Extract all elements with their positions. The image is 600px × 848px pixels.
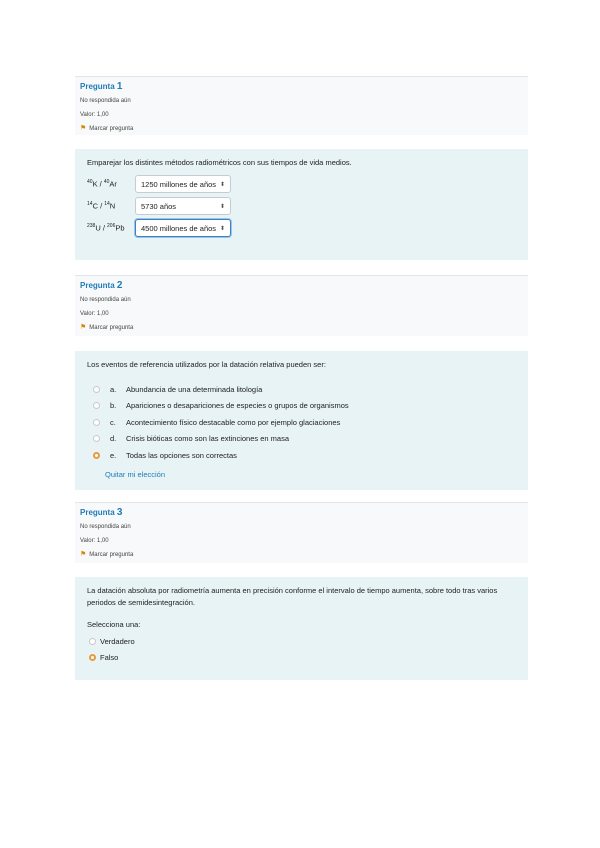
flag-icon: ⚑	[80, 324, 87, 331]
clear-choice-link[interactable]: Quitar mi elección	[105, 469, 166, 479]
answer-option-c[interactable]: c. Acontecimiento físico destacable como por ejemplo glaciaciones	[87, 414, 516, 431]
flag-question-link[interactable]: ⚑ Marcar pregunta	[80, 551, 134, 558]
question-score: Valor: 1,00	[80, 311, 109, 317]
question-text: Los eventos de referencia utilizados por la datación relativa pueden ser:	[87, 360, 326, 369]
answer-option-b[interactable]: b. Apariciones o desapariciones de especies o grupos de organismos	[87, 398, 516, 415]
radio-button-selected[interactable]	[93, 452, 100, 459]
radio-button[interactable]	[93, 402, 100, 409]
answer-option-a[interactable]: a. Abundancia de una determinada litología	[87, 381, 516, 398]
question-status: No respondida aún	[80, 524, 131, 530]
radio-button-selected[interactable]	[89, 654, 96, 661]
match-select[interactable]: 4500 millones de años ⬍	[135, 219, 231, 237]
question-score: Valor: 1,00	[80, 112, 109, 118]
match-label: $^{14}$C / $^{14}$N	[87, 201, 116, 211]
question-text: La datación absoluta por radiometría aumenta en precisión conforme el intervalo de tiempo aumenta, sobre todo tras varios periodos de semidesintegración.	[87, 586, 498, 607]
radio-button[interactable]	[89, 638, 96, 645]
answer-option-e[interactable]: e. Todas las opciones son correctas	[87, 447, 516, 464]
question-1-content	[75, 149, 528, 260]
match-row	[87, 219, 516, 237]
match-label: $^{238}$U / $^{206}$Pb	[87, 223, 125, 233]
flag-icon: ⚑	[80, 125, 87, 132]
match-label: $^{40}$K / $^{40}$Ar	[87, 179, 117, 189]
match-select[interactable]: 5730 años ⬍	[135, 197, 231, 215]
select-one-prompt: Selecciona una:	[87, 620, 141, 629]
question-status: No respondida aún	[80, 98, 131, 104]
select-arrows-icon: ⬍	[219, 181, 225, 188]
match-select[interactable]: 1250 millones de años ⬍	[135, 175, 231, 193]
question-status: No respondida aún	[80, 297, 131, 303]
select-arrows-icon: ⬍	[219, 203, 225, 210]
question-3-content	[75, 577, 528, 680]
flag-question-link[interactable]: ⚑ Marcar pregunta	[80, 125, 134, 132]
question-3-info	[75, 502, 528, 563]
question-score: Valor: 1,00	[80, 538, 109, 544]
question-text: Emparejar los distintes métodos radiométricos con sus tiempos de vida medios.	[87, 158, 352, 167]
radio-button[interactable]	[93, 435, 100, 442]
flag-question-link[interactable]: ⚑ Marcar pregunta	[80, 324, 134, 331]
match-row	[87, 197, 516, 215]
question-2-info	[75, 275, 528, 336]
question-number: Pregunta 2	[80, 280, 123, 291]
answer-option-d[interactable]: d. Crisis bióticas como son las extinciones en masa	[87, 431, 516, 448]
answer-option-true[interactable]: Verdadero	[87, 633, 516, 649]
question-number: Pregunta 3	[80, 507, 123, 518]
match-row	[87, 175, 516, 193]
radio-button[interactable]	[93, 419, 100, 426]
question-2-content	[75, 351, 528, 490]
answer-option-false[interactable]: Falso	[87, 649, 516, 665]
radio-button[interactable]	[93, 386, 100, 393]
question-number: Pregunta 1	[80, 81, 123, 92]
select-arrows-icon: ⬍	[219, 225, 225, 232]
question-1-info	[75, 76, 528, 135]
flag-icon: ⚑	[80, 551, 87, 558]
